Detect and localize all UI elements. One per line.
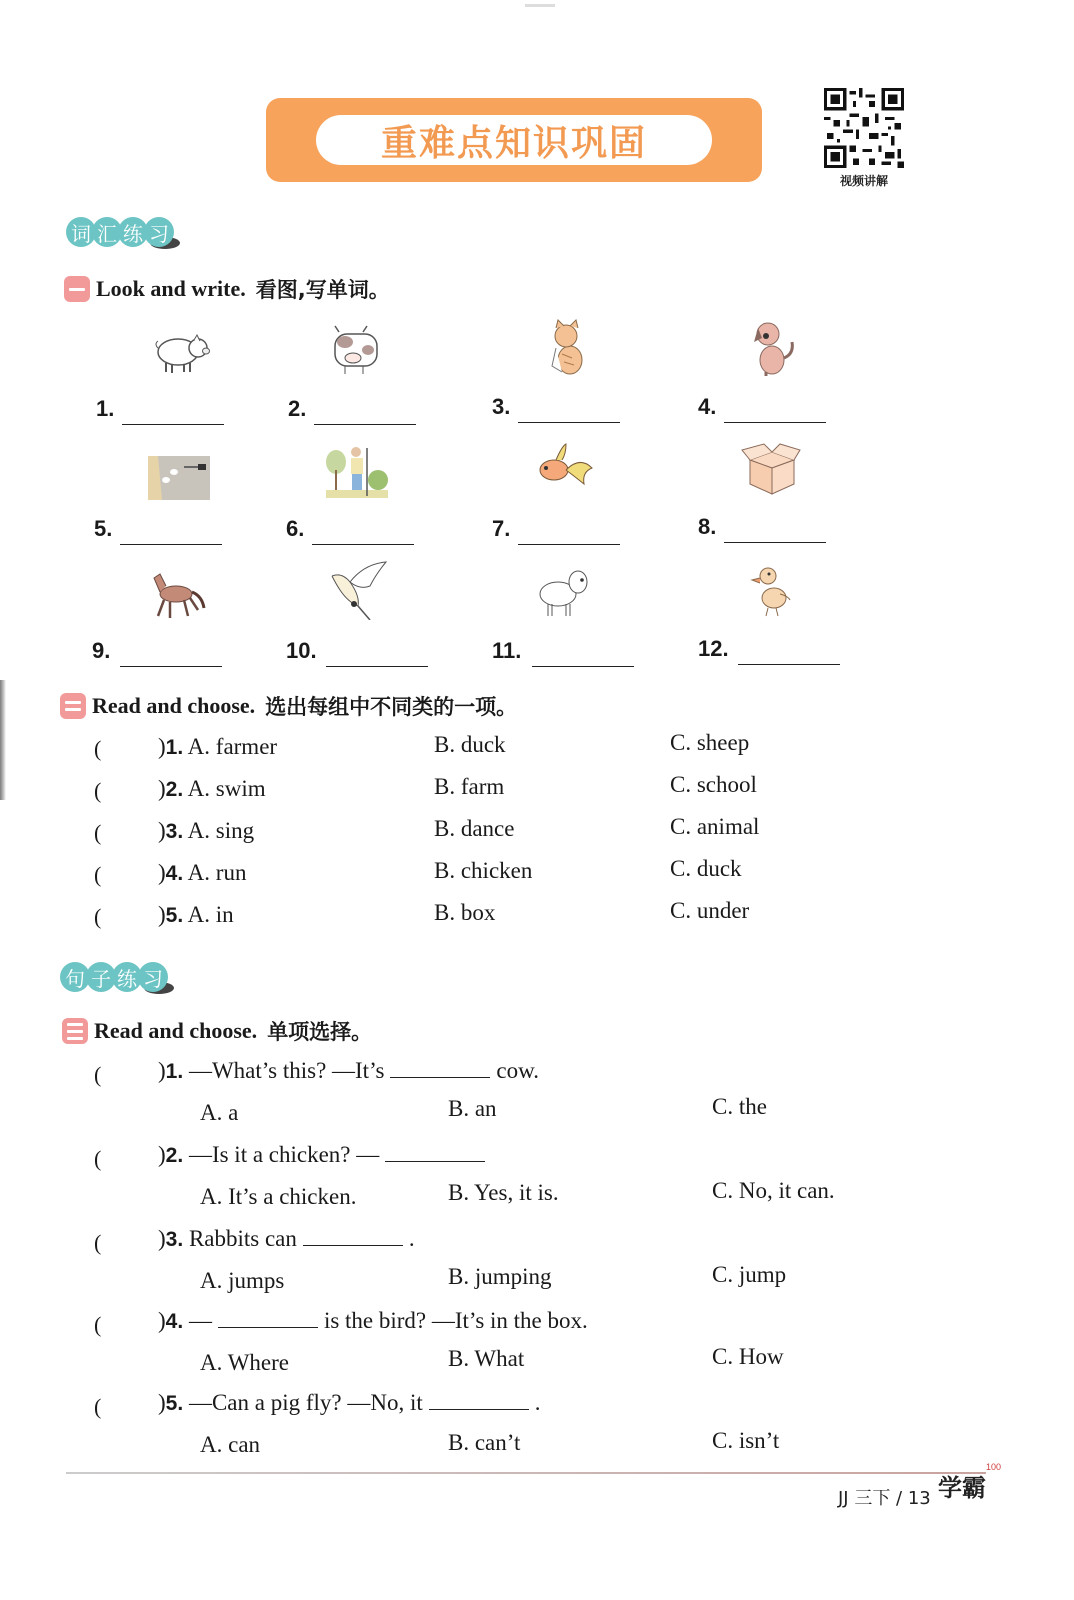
option-a: A. run [187, 860, 247, 885]
title-banner [266, 98, 762, 182]
tag-char: 词 [66, 217, 96, 247]
answer-blank-4[interactable] [724, 422, 826, 423]
option-c: C. sheep [670, 730, 750, 755]
question-number: 1. [165, 1060, 184, 1083]
answer-blank-3[interactable] [518, 422, 620, 423]
dog-icon [736, 318, 806, 378]
paren-close: ) [158, 776, 166, 801]
answer-paren[interactable]: ( [94, 1146, 102, 1171]
option-c: C. the [712, 1094, 767, 1119]
answer-paren[interactable]: ( [94, 904, 102, 929]
tag-char: 练 [118, 217, 148, 247]
option-b: B. can’t [448, 1430, 521, 1455]
question-number: 5. [165, 904, 184, 927]
tag-char: 习 [144, 217, 174, 247]
item-number: 3. [492, 394, 511, 419]
paren-close: ) [158, 860, 166, 885]
question-text-end: is the bird? —It’s in the box. [323, 1308, 588, 1333]
section-3-title-en: Read and choose. [94, 1018, 258, 1043]
cat-icon [530, 318, 600, 378]
answer-paren[interactable]: ( [94, 1394, 102, 1419]
pig-icon [146, 320, 216, 380]
answer-blank-8[interactable] [724, 542, 826, 543]
section-3-heading [62, 1016, 372, 1046]
item-number: 11. [492, 638, 522, 663]
item-number: 8. [698, 514, 717, 539]
paren-close: ) [158, 818, 166, 843]
qr-label: 视频讲解 [839, 174, 888, 188]
tag-char: 练 [112, 962, 142, 992]
sheep-icon [528, 560, 598, 620]
option-b: B. dance [434, 816, 515, 841]
fill-blank[interactable] [429, 1391, 529, 1410]
option-b: B. chicken [434, 858, 533, 883]
option-b: B. farm [434, 774, 505, 799]
paren-close: ) [158, 1390, 166, 1415]
section-2-title-cn: 选出每组中不同类的一项。 [265, 695, 518, 719]
option-a: A. It’s a chicken. [200, 1184, 357, 1209]
option-a: A. in [187, 902, 234, 927]
qr-code-icon[interactable] [824, 88, 904, 168]
section-2-title-en: Read and choose. [92, 693, 256, 718]
option-c: C. under [670, 898, 750, 923]
item-number: 2. [288, 396, 307, 421]
section-2-heading [60, 691, 517, 721]
question-number: 3. [165, 820, 184, 843]
question-number: 4. [165, 862, 184, 885]
question-number: 1. [165, 736, 184, 759]
answer-blank-1[interactable] [122, 424, 224, 425]
paren-close: ) [158, 902, 166, 927]
option-a: A. sing [187, 818, 255, 843]
question-number: 2. [165, 1144, 184, 1167]
answer-blank-2[interactable] [314, 424, 416, 425]
option-c: C. animal [670, 814, 760, 839]
answer-blank-7[interactable] [518, 544, 620, 545]
paren-close: ) [158, 1142, 166, 1167]
question-text: —Can a pig fly? —No, it [188, 1390, 423, 1415]
fill-blank[interactable] [385, 1143, 485, 1162]
tag-char: 子 [86, 962, 116, 992]
cow-icon [323, 320, 393, 380]
option-a: A. swim [187, 776, 266, 801]
item-number: 1. [96, 396, 115, 421]
item-number: 5. [94, 516, 113, 541]
answer-blank-12[interactable] [738, 664, 840, 665]
footer-divider [66, 1472, 986, 1474]
horse-icon [142, 564, 212, 624]
answer-paren[interactable]: ( [94, 1230, 102, 1255]
question-text: Rabbits can [188, 1226, 297, 1251]
answer-paren[interactable]: ( [94, 1312, 102, 1337]
paren-close: ) [158, 1308, 166, 1333]
item-number: 9. [92, 638, 111, 663]
question-number: 2. [165, 778, 184, 801]
fish-icon [528, 440, 598, 500]
answer-paren[interactable]: ( [94, 1062, 102, 1087]
fill-blank[interactable] [218, 1309, 318, 1328]
scan-shadow [0, 680, 6, 800]
section-1-title-en: Look and write. [96, 276, 246, 301]
answer-blank-6[interactable] [312, 544, 414, 545]
answer-blank-10[interactable] [326, 666, 428, 667]
answer-paren[interactable]: ( [94, 736, 102, 761]
answer-blank-11[interactable] [532, 666, 634, 667]
title-banner-inner [316, 115, 712, 165]
option-c: C. How [712, 1344, 784, 1369]
farmer-icon [322, 442, 392, 502]
option-c: C. isn’t [712, 1428, 780, 1453]
section-1-heading [64, 274, 390, 304]
paren-close: ) [158, 1058, 166, 1083]
question-text: — [188, 1308, 212, 1333]
answer-blank-9[interactable] [120, 666, 222, 667]
tag-char: 句 [60, 962, 90, 992]
question-number: 4. [165, 1310, 184, 1333]
item-number: 6. [286, 516, 305, 541]
question-number: 3. [165, 1228, 184, 1251]
item-number: 10. [286, 638, 317, 663]
section-1-badge [64, 276, 90, 302]
option-b: B. jumping [448, 1264, 552, 1289]
option-a: A. can [200, 1432, 261, 1457]
item-number: 4. [698, 394, 717, 419]
answer-paren[interactable]: ( [94, 820, 102, 845]
paren-close: ) [158, 734, 166, 759]
option-a: A. a [200, 1100, 239, 1125]
scan-mark [525, 4, 555, 7]
option-b: B. Yes, it is. [448, 1180, 559, 1205]
option-c: C. duck [670, 856, 742, 881]
section-1-title-cn: 看图,写单词。 [255, 278, 390, 302]
section-3-title-cn: 单项选择。 [267, 1020, 373, 1044]
item-number: 7. [492, 516, 511, 541]
question-number: 5. [165, 1392, 184, 1415]
item-number: 12. [698, 636, 729, 661]
question-text-end: . [534, 1390, 541, 1415]
answer-blank-5[interactable] [120, 544, 222, 545]
option-a: A. jumps [200, 1268, 285, 1293]
option-a: A. Where [200, 1350, 289, 1375]
option-b: B. an [448, 1096, 497, 1121]
farm-icon [144, 446, 214, 506]
question-text: —Is it a chicken? — [188, 1142, 380, 1167]
fill-blank[interactable] [303, 1227, 403, 1246]
fill-blank[interactable] [390, 1059, 490, 1078]
question-text: —What’s this? —It’s [188, 1058, 385, 1083]
section-3-badge [62, 1018, 88, 1044]
brand-logo-sup: 100 [986, 1462, 1002, 1472]
duck-icon [736, 560, 806, 620]
box-icon [734, 438, 804, 498]
question-text-end: cow. [496, 1058, 539, 1083]
vocab-practice-tag [66, 215, 170, 249]
section-2-badge [60, 693, 86, 719]
option-b: B. What [448, 1346, 525, 1371]
page-title: 重难点知识巩固 [380, 122, 647, 164]
option-c: C. school [670, 772, 757, 797]
option-a: A. farmer [187, 734, 278, 759]
answer-paren[interactable]: ( [94, 862, 102, 887]
option-b: B. duck [434, 732, 506, 757]
question-text-end: . [408, 1226, 415, 1251]
tag-char: 汇 [92, 217, 122, 247]
brand-logo: 学霸 [938, 1474, 986, 1502]
option-b: B. box [434, 900, 496, 925]
answer-paren[interactable]: ( [94, 778, 102, 803]
paren-close: ) [158, 1226, 166, 1251]
bird-icon [322, 560, 392, 620]
sentence-practice-tag [60, 960, 164, 994]
option-c: C. jump [712, 1262, 787, 1287]
page-number: JJ 三下 / 13 [838, 1488, 931, 1509]
option-c: C. No, it can. [712, 1178, 835, 1203]
tag-char: 习 [138, 962, 168, 992]
